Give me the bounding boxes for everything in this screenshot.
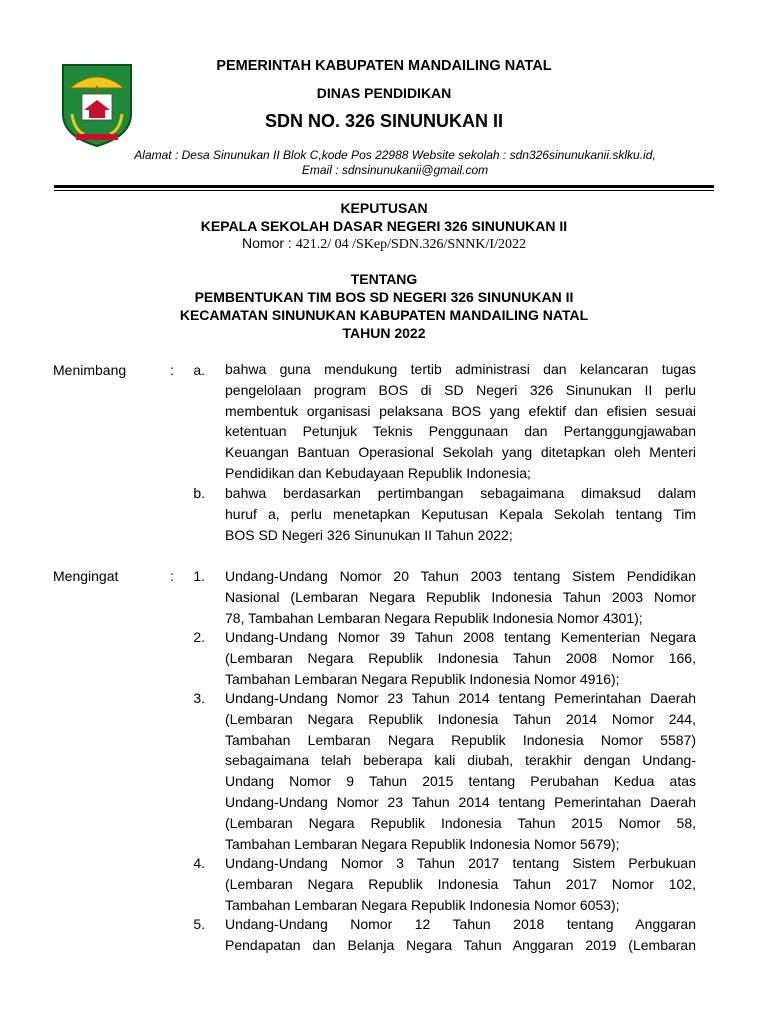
letterhead-government: PEMERINTAH KABUPATEN MANDAILING NATAL [216, 58, 552, 74]
menimbang-item-b [225, 483, 696, 545]
text-line: 78, Tambahan Lembaran Negara Republik Indonesia Nomor 4301); [225, 609, 643, 626]
decree-title: KEPUTUSAN [340, 200, 428, 216]
decree-number-value: 421.2/ 04 /SKep/SDN.326/SNNK/I/2022 [295, 237, 526, 252]
mengingat-item-5 [225, 914, 696, 956]
letterhead-department: DINAS PENDIDIKAN [316, 85, 452, 101]
text-line: Undang-Undang Nomor 39 Tahun 2008 tentang Kementerian Negara [225, 629, 696, 645]
text-line: Undang-Undang Nomor 23 Tahun 2014 tentang Pemerintahan Daerah [225, 793, 696, 810]
text-line: pengelolaan program BOS di SD Negeri 326 Sinunukan II perlu [225, 381, 696, 398]
text-line: Pendapatan dan Belanja Negara Tahun Anggaran 2019 (Lembaran [225, 936, 696, 953]
text-line: Undang-Undang Nomor 3 Tahun 2017 tentang Sistem Perbukuan [225, 855, 696, 871]
mengingat-colon: : [170, 568, 174, 584]
menimbang-marker-b: b. [193, 485, 205, 501]
text-line: (Lembaran Negara Republik Indonesia Tahun 2015 Nomor 58, [225, 814, 696, 831]
text-line: Tambahan Lembaran Negara Republik Indonesia Nomor 5679); [225, 835, 620, 852]
mengingat-marker-4: 4. [193, 855, 205, 871]
letterhead-email: Email : sdnsinunukanii@gmail.com [301, 163, 489, 177]
text-line: bahwa guna mendukung tertib administrasi dan kelancaran tugas [225, 361, 696, 377]
decree-number [0, 235, 768, 253]
text-line: huruf a, perlu menetapkan Keputusan Kepala Sekolah tentang Tim [225, 505, 696, 522]
text-line: Tambahan Lembaran Negara Republik Indonesia Nomor 5587) [225, 731, 696, 748]
menimbang-marker-a: a. [193, 362, 205, 378]
letterhead-address: Alamat : Desa Sinunukan II Blok C,kode Pos 22988 Website sekolah : sdn326sinunukanii.sklku.id, [134, 148, 656, 162]
menimbang-colon: : [170, 362, 174, 378]
text-line: Tambahan Lembaran Negara Republik Indonesia Nomor 4916); [225, 670, 620, 687]
text-line: (Lembaran Negara Republik Indonesia Tahun 2014 Nomor 244, [225, 710, 696, 727]
text-line: membentuk organisasi pelaksana BOS yang efektif dan efisien sesuai [225, 402, 696, 419]
text-line: Nasional (Lembaran Negara Republik Indonesia Tahun 2003 Nomor [225, 588, 696, 605]
mengingat-item-3 [225, 688, 696, 854]
text-line: bahwa berdasarkan pertimbangan sebagaimana dimaksud dalam [225, 485, 696, 501]
letterhead-divider [54, 185, 714, 188]
about-line-2: KECAMATAN SINUNUKAN KABUPATEN MANDAILING NATAL [179, 307, 589, 323]
mengingat-marker-2: 2. [193, 629, 205, 645]
mengingat-marker-3: 3. [193, 690, 205, 706]
text-line: Pendidikan dan Kebudayaan Republik Indonesia; [225, 464, 531, 481]
menimbang-label: Menimbang [53, 362, 127, 378]
decree-subtitle: KEPALA SEKOLAH DASAR NEGERI 326 SINUNUKAN II [200, 218, 568, 234]
text-line: Undang-Undang Nomor 12 Tahun 2018 tentang Anggaran [225, 916, 696, 932]
text-line: sebagaimana telah beberapa kali diubah, terakhir dengan Undang- [225, 752, 696, 769]
letterhead-divider-thin [54, 190, 714, 191]
text-line: Undang Nomor 9 Tahun 2015 tentang Perubahan Kedua atas [225, 773, 696, 790]
text-line: Tambahan Lembaran Negara Republik Indonesia Nomor 6053); [225, 896, 620, 913]
mengingat-item-1 [225, 566, 696, 628]
menimbang-item-a [225, 359, 696, 484]
about-label: TENTANG [350, 271, 418, 287]
about-line-1: PEMBENTUKAN TIM BOS SD NEGERI 326 SINUNUKAN II [194, 289, 574, 305]
regency-emblem-icon [60, 62, 134, 148]
mengingat-label: Mengingat [53, 568, 119, 584]
text-line: (Lembaran Negara Republik Indonesia Tahun 2017 Nomor 102, [225, 875, 696, 892]
text-line: (Lembaran Negara Republik Indonesia Tahun 2008 Nomor 166, [225, 649, 696, 666]
text-line: Keuangan Bantuan Operasional Sekolah yang ditetapkan oleh Menteri [225, 444, 696, 461]
about-line-3: TAHUN 2022 [342, 325, 426, 341]
mengingat-marker-1: 1. [193, 568, 205, 584]
text-line: ketentuan Petunjuk Teknis Penggunaan dan Pertanggungjawaban [225, 423, 696, 440]
mengingat-item-2 [225, 627, 696, 689]
text-line: Undang-Undang Nomor 20 Tahun 2003 tentang Sistem Pendidikan [225, 568, 696, 584]
decree-number-label: Nomor : [242, 235, 296, 251]
mengingat-marker-5: 5. [193, 916, 205, 932]
text-line: Undang-Undang Nomor 23 Tahun 2014 tentang Pemerintahan Daerah [225, 690, 696, 706]
text-line: BOS SD Negeri 326 Sinunukan II Tahun 2022; [225, 526, 513, 543]
mengingat-item-4 [225, 853, 696, 915]
letterhead-school: SDN NO. 326 SINUNUKAN II [264, 111, 504, 131]
